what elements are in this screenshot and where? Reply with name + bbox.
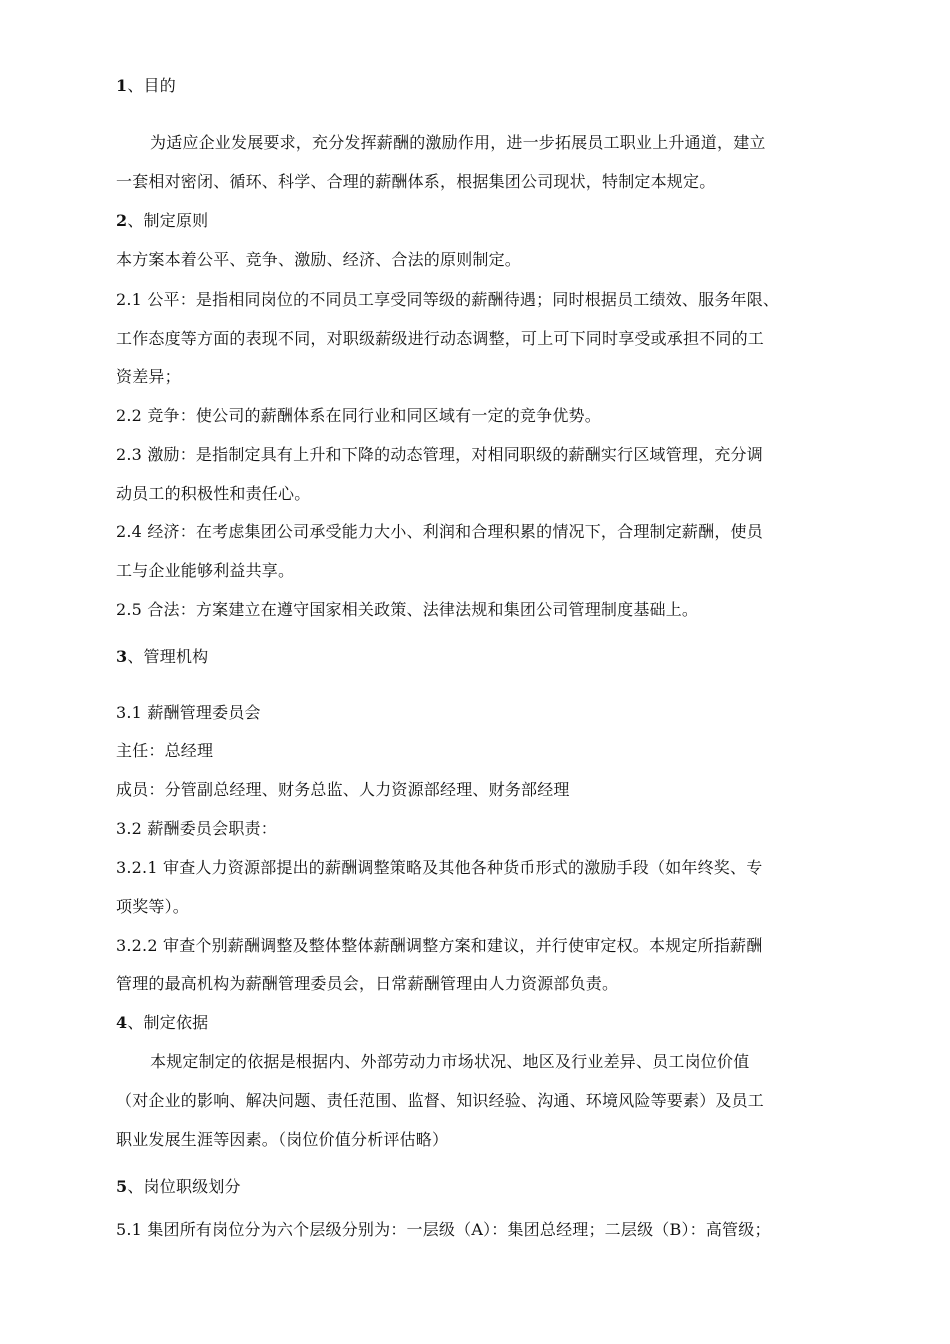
committee-chair: 主任：总经理 (116, 741, 214, 760)
paragraph-basis-line-2: （对企业的影响、解决问题、责任范围、监督、知识经验、沟通、环境风险等要素）及员工 (116, 1091, 765, 1110)
paragraph-basis-line-1: 本规定制定的依据是根据内、外部劳动力市场状况、地区及行业差异、员工岗位价值 (150, 1052, 750, 1071)
item-2-2: 2.2 竞争：使公司的薪酬体系在同行业和同区域有一定的竞争优势。 (116, 406, 601, 425)
item-3-2-2-line-2: 管理的最高机构为薪酬管理委员会，日常薪酬管理由人力资源部负责。 (116, 974, 619, 993)
item-2-4-line-1: 2.4 经济：在考虑集团公司承受能力大小、利润和合理积累的情况下，合理制定薪酬，使员 (116, 522, 763, 541)
item-2-3-line-2: 动员工的积极性和责任心。 (116, 484, 311, 503)
section-heading-5: 5、岗位职级划分 (116, 1177, 241, 1196)
item-2-5: 2.5 合法：方案建立在遵守国家相关政策、法律法规和集团公司管理制度基础上。 (116, 600, 699, 619)
section-heading-3: 3、管理机构 (116, 647, 209, 666)
paragraph-purpose-line-1: 为适应企业发展要求，充分发挥薪酬的激励作用，进一步拓展员工职业上升通道，建立 (150, 133, 766, 152)
item-2-3-line-1: 2.3 激励：是指制定具有上升和下降的动态管理，对相同职级的薪酬实行区域管理，充分调 (116, 445, 763, 464)
item-3-2: 3.2 薪酬委员会职责： (116, 819, 277, 838)
item-3-2-2-line-1: 3.2.2 审查个别薪酬调整及整体整体薪酬调整方案和建议，并行使审定权。本规定所指薪酬 (116, 936, 763, 955)
item-3-2-1-line-2: 项奖等）。 (116, 897, 190, 916)
item-2-1-line-1: 2.1 公平：是指相同岗位的不同员工享受同等级的薪酬待遇；同时根据员工绩效、服务年限、 (116, 290, 780, 309)
item-5-1: 5.1 集团所有岗位分为六个层级分别为：一层级（A）：集团总经理；二层级（B）：高管级； (116, 1220, 771, 1239)
paragraph-basis-line-3: 职业发展生涯等因素。（岗位价值分析评估略） (116, 1130, 449, 1149)
committee-members: 成员：分管副总经理、财务总监、人力资源部经理、财务部经理 (116, 780, 570, 799)
section-heading-4: 4、制定依据 (116, 1013, 209, 1032)
paragraph-purpose-line-2: 一套相对密闭、循环、科学、合理的薪酬体系，根据集团公司现状，特制定本规定。 (116, 172, 716, 191)
section-heading-1: 1、目的 (116, 76, 176, 95)
item-3-2-1-line-1: 3.2.1 审查人力资源部提出的薪酬调整策略及其他各种货币形式的激励手段（如年终奖、专 (116, 858, 763, 877)
item-2-1-line-3: 资差异； (116, 367, 181, 386)
item-3-1: 3.1 薪酬管理委员会 (116, 703, 261, 722)
paragraph-principles: 本方案本着公平、竞争、激励、经济、合法的原则制定。 (116, 250, 522, 269)
item-2-4-line-2: 工与企业能够利益共享。 (116, 561, 295, 580)
item-2-1-line-2: 工作态度等方面的表现不同，对职级薪级进行动态调整，可上可下同时享受或承担不同的工 (116, 329, 765, 348)
section-heading-2: 2、制定原则 (116, 211, 209, 230)
